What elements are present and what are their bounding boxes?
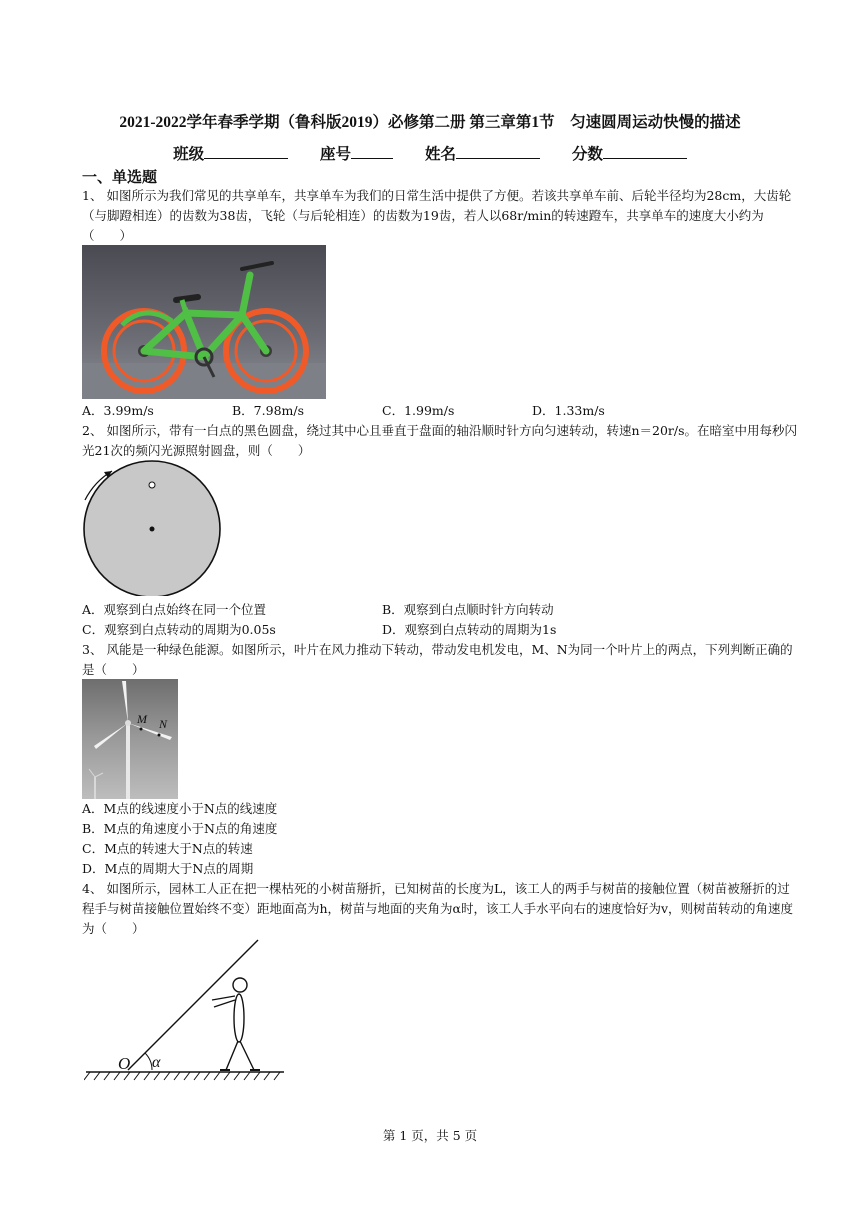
question-1-option-c: C．1.99m/s bbox=[382, 403, 455, 418]
pivot-o-label: O bbox=[118, 1054, 131, 1073]
question-1-option-d: D．1.33m/s bbox=[532, 403, 605, 418]
question-3 bbox=[82, 640, 802, 680]
question-text: 风能是一种绿色能源。如图所示，叶片在风力推动下转动，带动发电机发电，M、N为同一个叶片上的两点，下列判断正确的是（ ） bbox=[82, 642, 793, 677]
class-field: 班级 bbox=[173, 142, 288, 164]
question-text: 如图所示，带有一白点的黑色圆盘，绕过其中心且垂直于盘面的轴沿顺时针方向匀速转动，转速n＝20r/s。在暗室中用每秒闪光21次的频闪光源照射圆盘，则（ ） bbox=[82, 423, 797, 458]
point-n-label: N bbox=[159, 717, 168, 731]
question-number: 1、 bbox=[82, 188, 103, 203]
section-heading: 一、单选题 bbox=[82, 168, 158, 186]
question-2 bbox=[82, 421, 802, 461]
seat-field: 座号 bbox=[320, 142, 393, 164]
question-1-option-a: A．3.99m/s bbox=[82, 403, 154, 418]
question-1 bbox=[82, 186, 802, 246]
question-3-option-a: A．M点的线速度小于N点的线速度 bbox=[82, 801, 278, 816]
question-number: 3、 bbox=[82, 642, 103, 657]
question-3-option-c: C．M点的转速大于N点的转速 bbox=[82, 841, 253, 856]
student-info-line bbox=[0, 142, 860, 164]
angle-alpha-label: α bbox=[152, 1054, 161, 1071]
question-3-option-d: D．M点的周期大于N点的周期 bbox=[82, 861, 254, 876]
wind-turbine-photo bbox=[82, 679, 178, 799]
point-m-label: M bbox=[137, 712, 147, 726]
question-3-option-b: B．M点的角速度小于N点的角速度 bbox=[82, 821, 278, 836]
question-text: 如图所示，园林工人正在把一棵枯死的小树苗掰折，已知树苗的长度为L，该工人的两手与树苗的接触位置（树苗被掰折的过程手与树苗接触位置始终不变）距地面高为h，树苗与地面的夹角为α时，该工人手水平向右的速度恰好为v，则树苗转动的角速度为（ ） bbox=[82, 881, 794, 936]
question-2-option-d: D．观察到白点转动的周期为1s bbox=[382, 622, 557, 637]
score-field: 分数 bbox=[572, 142, 687, 164]
question-number: 2、 bbox=[82, 423, 103, 438]
name-field: 姓名 bbox=[425, 142, 540, 164]
question-4 bbox=[82, 879, 802, 939]
question-number: 4、 bbox=[82, 881, 103, 896]
page-footer: 第 1 页，共 5 页 bbox=[382, 1128, 478, 1143]
question-2-option-a: A．观察到白点始终在同一个位置 bbox=[82, 602, 267, 617]
rotating-disk-diagram bbox=[80, 460, 226, 596]
document-title: 2021-2022学年春季学期（鲁科版2019）必修第二册 第三章第1节 匀速圆周运动快慢的描述 bbox=[119, 114, 741, 131]
tree-seedling-diagram bbox=[84, 936, 290, 1086]
question-2-option-b: B．观察到白点顺时针方向转动 bbox=[382, 602, 554, 617]
question-2-option-c: C．观察到白点转动的周期为0.05s bbox=[82, 622, 276, 637]
bicycle-photo bbox=[82, 245, 326, 399]
question-1-option-b: B．7.98m/s bbox=[232, 403, 304, 418]
question-text: 如图所示为我们常见的共享单车，共享单车为我们的日常生活中提供了方便。若该共享单车前、后轮半径均为28cm，大齿轮（与脚蹬相连）的齿数为38齿，飞轮（与后轮相连）的齿数为19齿，若人以68r/min的转速蹬车，共享单车的速度大小约为（ ） bbox=[82, 188, 792, 243]
